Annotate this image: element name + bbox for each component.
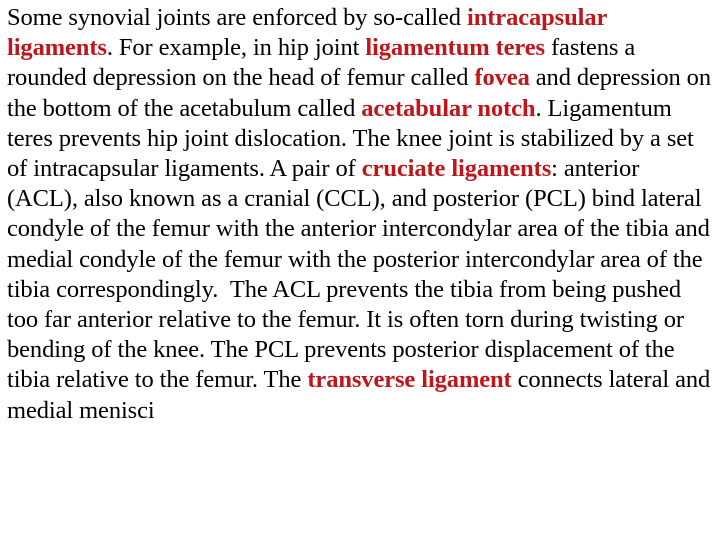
term-cruciate-ligaments: cruciate ligaments bbox=[361, 155, 552, 183]
text-run: : anterior (ACL), also known as a cranial (CCL), and posterior (PCL) bind lateral condyle of the femur with the anterior intercondylar area of the tibia and medial condyle of the femur with the posterior intercondylar area of the tibia correspondingly. The ACL prevents the tibia from being pushed too far anterior relative to the femur. It is often torn during twisting or bending of the knee. The PCL prevents posterior displacement of the tibia relative to the femur. The bbox=[7, 155, 710, 394]
term-transverse-ligament: transverse ligament bbox=[307, 366, 512, 394]
text-run: . Ligamentum teres prevents hip joint dislocation. The knee joint is stabilized by a set of intracapsular ligaments. A pair of bbox=[7, 94, 694, 183]
text-run: and depression on the bottom of the acetabulum called bbox=[7, 64, 711, 122]
body-paragraph bbox=[7, 3, 715, 426]
text-run: fastens a rounded depression on the head of femur called bbox=[7, 34, 636, 92]
term-acetabular-notch: acetabular notch bbox=[361, 94, 536, 122]
term-fovea: fovea bbox=[474, 64, 530, 92]
term-intracapsular-ligaments: intracapsular ligaments bbox=[7, 4, 607, 62]
text-run: connects lateral and medial menisci bbox=[7, 366, 711, 424]
text-run: . For example, in hip joint bbox=[106, 34, 366, 62]
text-run: Some synovial joints are enforced by so-called bbox=[7, 4, 467, 31]
term-ligamentum-teres: ligamentum teres bbox=[365, 34, 545, 62]
